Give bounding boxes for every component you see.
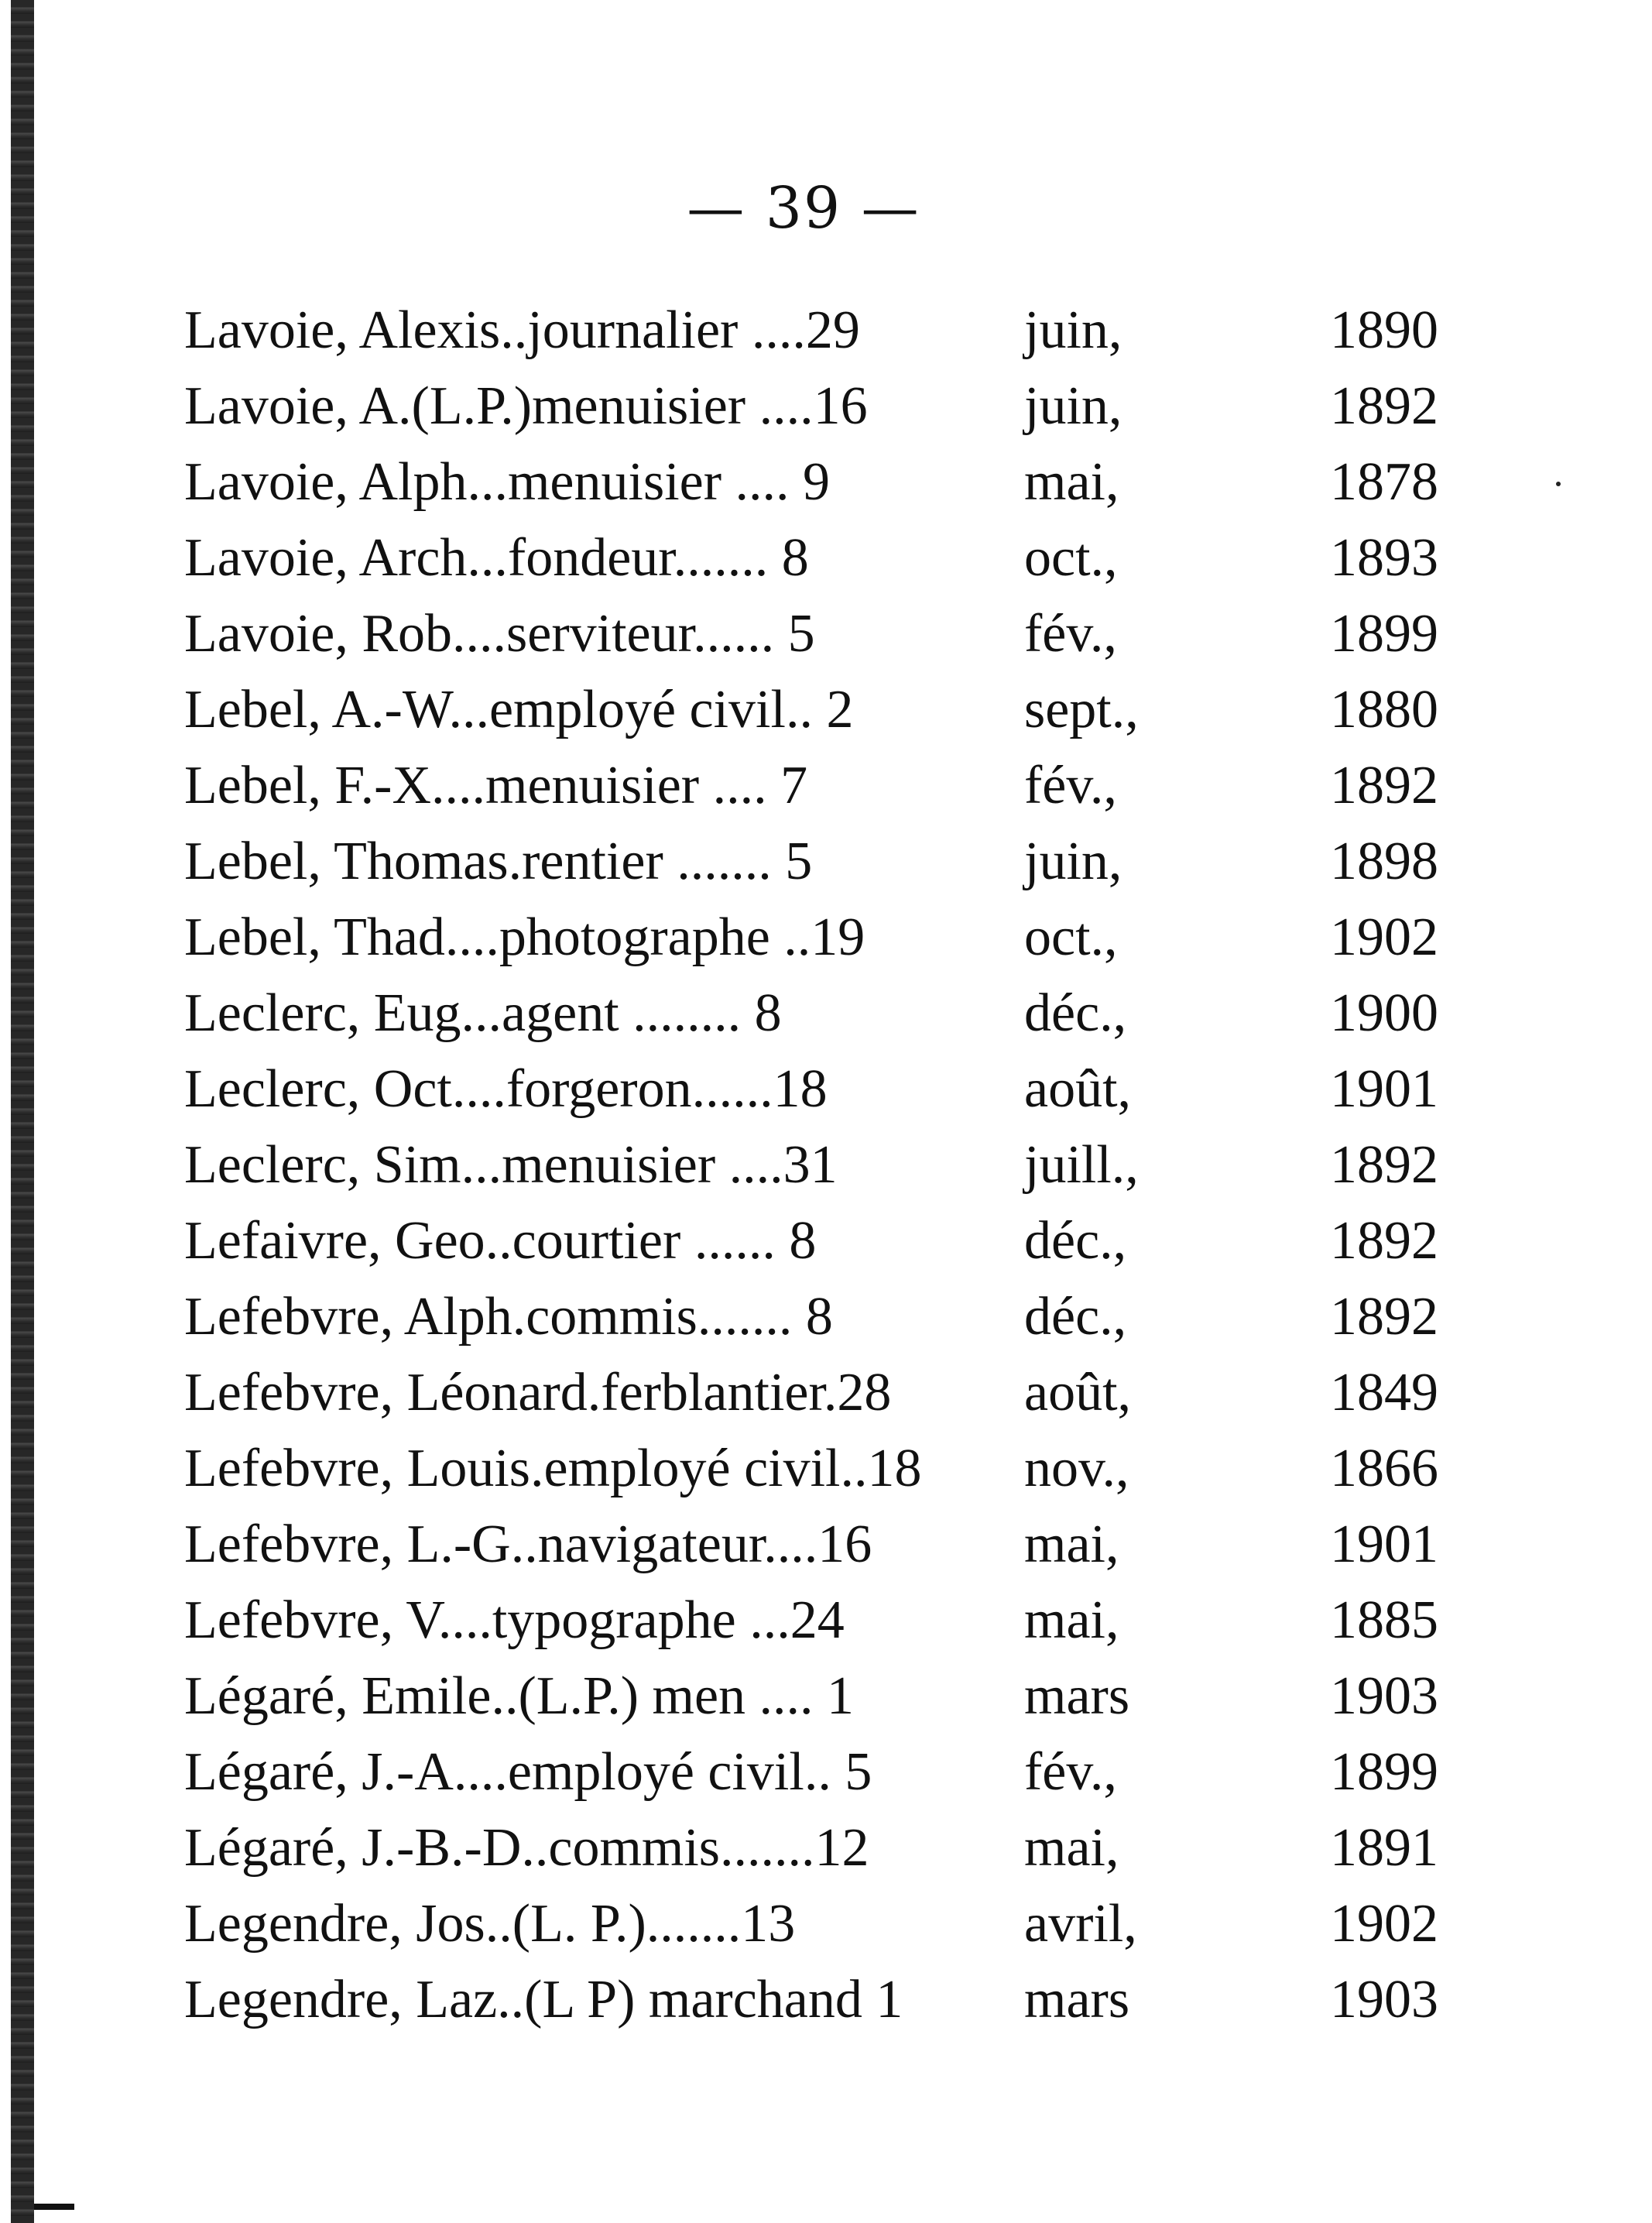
entry-month: mai, xyxy=(1024,452,1119,512)
entry-month: juill., xyxy=(1024,1135,1139,1195)
entry-name-occupation-day: Lefebvre, Louis.employé civil..18 xyxy=(184,1439,922,1498)
entry-name-occupation-day: Lavoie, Alexis..journalier ....29 xyxy=(184,300,860,360)
list-item xyxy=(184,748,1438,824)
entry-name-occupation-day: Légaré, Emile..(L.P.) men .... 1 xyxy=(184,1666,855,1726)
entry-name-occupation-day: Leclerc, Eug...agent ........ 8 xyxy=(184,983,782,1043)
entry-month: avril, xyxy=(1024,1894,1137,1954)
list-item xyxy=(184,824,1438,900)
entry-month: mai, xyxy=(1024,1515,1119,1574)
entry-name-occupation-day: Lebel, Thad....photographe ..19 xyxy=(184,907,865,967)
entry-name-occupation-day: Lefebvre, Léonard.ferblantier.28 xyxy=(184,1363,892,1422)
entry-name-occupation-day: Légaré, J.-B.-D..commis.......12 xyxy=(184,1818,869,1878)
entry-month: déc., xyxy=(1024,1287,1127,1346)
entry-month: mai, xyxy=(1024,1590,1119,1650)
entry-year: 1893 xyxy=(1330,528,1438,588)
entry-name-occupation-day: Lavoie, A.(L.P.)menuisier ....16 xyxy=(184,376,868,436)
entry-year: 1880 xyxy=(1330,680,1438,739)
entry-month: juin, xyxy=(1024,376,1122,436)
entry-name-occupation-day: Legendre, Laz..(L P) marchand 1 xyxy=(184,1970,903,2029)
list-item xyxy=(184,1659,1438,1734)
entry-month: oct., xyxy=(1024,907,1118,967)
list-item xyxy=(184,369,1438,444)
entry-year: 1878 xyxy=(1330,452,1438,512)
entry-year: 1902 xyxy=(1330,907,1438,967)
entry-year: 1892 xyxy=(1330,1287,1438,1346)
list-item xyxy=(184,1279,1438,1355)
list-item xyxy=(184,520,1438,596)
spine-corner-mark xyxy=(34,2204,74,2210)
list-item xyxy=(184,1051,1438,1127)
entry-month: déc., xyxy=(1024,983,1127,1043)
entry-year: 1885 xyxy=(1330,1590,1438,1650)
entry-month: août, xyxy=(1024,1059,1132,1119)
list-item xyxy=(184,1431,1438,1507)
list-item xyxy=(184,1355,1438,1431)
entry-name-occupation-day: Lebel, Thomas.rentier ....... 5 xyxy=(184,832,813,891)
entry-month: fév., xyxy=(1024,756,1117,815)
list-item xyxy=(184,1886,1438,1962)
entry-name-occupation-day: Lefebvre, Alph.commis....... 8 xyxy=(184,1287,833,1346)
page-number: — 39 — xyxy=(687,175,920,242)
entry-year: 1903 xyxy=(1330,1666,1438,1726)
entry-name-occupation-day: Lefebvre, V....typographe ...24 xyxy=(184,1590,845,1650)
entry-year: 1900 xyxy=(1330,983,1438,1043)
entry-name-occupation-day: Lavoie, Alph...menuisier .... 9 xyxy=(184,452,831,512)
entry-month: déc., xyxy=(1024,1211,1127,1271)
entry-month: juin, xyxy=(1024,832,1122,891)
entry-name-occupation-day: Lefebvre, L.-G..navigateur....16 xyxy=(184,1515,872,1574)
list-item xyxy=(184,976,1438,1051)
entry-year: 1892 xyxy=(1330,1211,1438,1271)
list-item xyxy=(184,1127,1438,1203)
entry-year: 1903 xyxy=(1330,1970,1438,2029)
list-item xyxy=(184,900,1438,976)
list-item xyxy=(184,1810,1438,1886)
entry-year: 1902 xyxy=(1330,1894,1438,1954)
entry-year: 1891 xyxy=(1330,1818,1438,1878)
list-item xyxy=(184,1734,1438,1810)
list-item xyxy=(184,1203,1438,1279)
printing-speck xyxy=(1556,482,1561,486)
entry-name-occupation-day: Lavoie, Arch...fondeur....... 8 xyxy=(184,528,809,588)
entry-name-occupation-day: Lavoie, Rob....serviteur...... 5 xyxy=(184,604,815,664)
entry-month: juin, xyxy=(1024,300,1122,360)
entry-month: oct., xyxy=(1024,528,1118,588)
entry-year: 1866 xyxy=(1330,1439,1438,1498)
entry-name-occupation-day: Leclerc, Oct....forgeron......18 xyxy=(184,1059,828,1119)
entry-month: sept., xyxy=(1024,680,1139,739)
list-item xyxy=(184,1962,1438,2038)
entry-name-occupation-day: Légaré, J.-A....employé civil.. 5 xyxy=(184,1742,872,1802)
entry-name-occupation-day: Lebel, F.-X....menuisier .... 7 xyxy=(184,756,808,815)
entry-name-occupation-day: Lebel, A.-W...employé civil.. 2 xyxy=(184,680,854,739)
entry-year: 1901 xyxy=(1330,1515,1438,1574)
list-item xyxy=(184,1583,1438,1659)
entry-name-occupation-day: Leclerc, Sim...menuisier ....31 xyxy=(184,1135,838,1195)
entry-year: 1892 xyxy=(1330,1135,1438,1195)
entry-year: 1898 xyxy=(1330,832,1438,891)
entry-name-occupation-day: Legendre, Jos..(L. P.).......13 xyxy=(184,1894,796,1954)
list-item xyxy=(184,293,1438,369)
list-item xyxy=(184,444,1438,520)
entry-year: 1890 xyxy=(1330,300,1438,360)
entry-year: 1899 xyxy=(1330,1742,1438,1802)
entry-year: 1899 xyxy=(1330,604,1438,664)
entry-name-occupation-day: Lefaivre, Geo..courtier ...... 8 xyxy=(184,1211,817,1271)
list-item xyxy=(184,1507,1438,1583)
entry-month: mars xyxy=(1024,1970,1130,2029)
list-item xyxy=(184,672,1438,748)
registry-listing xyxy=(184,293,1438,2038)
entry-month: août, xyxy=(1024,1363,1132,1422)
entry-month: mai, xyxy=(1024,1818,1119,1878)
entry-year: 1901 xyxy=(1330,1059,1438,1119)
book-spine-edge xyxy=(11,0,34,2223)
entry-month: mars xyxy=(1024,1666,1130,1726)
entry-month: fév., xyxy=(1024,604,1117,664)
entry-year: 1892 xyxy=(1330,376,1438,436)
entry-month: fév., xyxy=(1024,1742,1117,1802)
entry-month: nov., xyxy=(1024,1439,1129,1498)
list-item xyxy=(184,596,1438,672)
entry-year: 1892 xyxy=(1330,756,1438,815)
entry-year: 1849 xyxy=(1330,1363,1438,1422)
